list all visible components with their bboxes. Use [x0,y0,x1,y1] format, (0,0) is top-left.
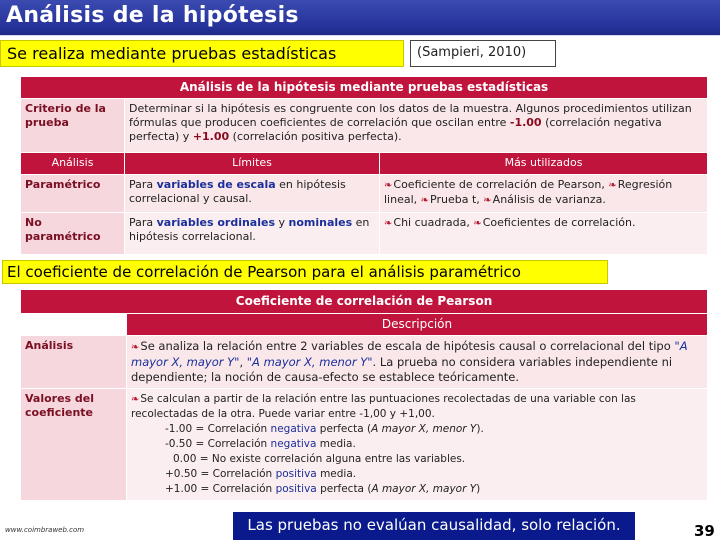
bullet-icon: ❧ [473,218,482,229]
col-header-most-used: Más utilizados [380,153,708,175]
source-citation: (Sampieri, 2010) [417,45,527,60]
row-label-nonparametric: No paramétrico [21,213,125,255]
used-item: Coeficientes de correlación. [482,216,636,229]
table-row [21,389,708,501]
values-intro: Se calculan a partir de la relación entre las puntuaciones recolectadas de una variable con las recolectadas de la otra. Puede variar entre -1,00 y +1,00. [131,393,636,420]
table-row [21,336,708,389]
criterion-text-3: (correlación positiva perfecta). [229,130,402,143]
used-item: Chi cuadrada, [393,216,470,229]
page-number: 39 [694,522,715,540]
limit-text: y [275,216,289,229]
criterion-text-1: Determinar si la hipótesis es congruente con los datos de la muestra. Algunos procedimientos utilizan fórmulas que producen coeficientes de correlación que oscilan entre [129,102,692,129]
table-row [21,213,708,255]
value-line: -0.50 = Correlación negativa media. [165,438,356,450]
bullet-icon: ❧ [131,394,140,405]
limits-parametric [125,175,380,213]
criterion-text [125,99,708,153]
hypothesis-analysis-table [20,76,708,255]
row-label-values: Valores del coeficiente [21,389,127,501]
criterion-pos: +1.00 [192,130,230,143]
analysis-sep: , [239,355,247,369]
used-item: Regresión lineal, [384,178,673,206]
bullet-icon: ❧ [131,342,140,353]
row-label-analysis: Análisis [21,336,127,389]
most-used-parametric [380,175,708,213]
slide-title: Análisis de la hipótesis [6,3,299,28]
table-row [21,175,708,213]
subtitle-box [0,40,404,67]
most-used-nonparametric [380,213,708,255]
used-item: Coeficiente de correlación de Pearson, [393,178,605,191]
value-line: -1.00 = Correlación negativa perfecta (A mayor X, menor Y). [165,423,484,435]
used-item: Análisis de varianza. [492,193,606,206]
limit-key: variables de escala [156,178,276,191]
bullet-icon: ❧ [420,195,430,206]
limit-text: en hipótesis correlacional. [129,216,370,243]
table2-title: Coeficiente de correlación de Pearson [21,290,708,314]
source-box [410,40,556,67]
col-header-limits: Límites [125,153,380,175]
limits-nonparametric [125,213,380,255]
limit-key: nominales [288,216,353,229]
blank-cell [21,314,127,336]
table1-title: Análisis de la hipótesis mediante pruebas estadísticas [21,77,708,99]
title-bar [0,0,720,36]
col-header-analysis: Análisis [21,153,125,175]
analysis-quote: "A mayor X, menor Y" [246,355,373,369]
footer-url: www.coimbraweb.com [5,526,85,534]
analysis-description [127,336,708,389]
limit-key: variables ordinales [156,216,275,229]
bullet-icon: ❧ [384,180,393,191]
used-item: Prueba t, [430,193,480,206]
limit-text: Para [129,178,157,191]
slide-subtitle: Se realiza mediante pruebas estadísticas [7,44,337,63]
footer-note-text: Las pruebas no evalúan causalidad, solo relación. [247,516,621,534]
criterion-neg: -1.00 [509,116,542,129]
criterion-text-2: (correlación negativa perfecta) y [129,116,662,143]
value-line: 0.00 = No existe correlación alguna entre las variables. [173,453,466,465]
pearson-banner [2,260,608,284]
value-line: +1.00 = Correlación positiva perfecta (A mayor X, mayor Y) [165,483,481,495]
bullet-icon: ❧ [483,195,492,206]
footer-note [233,512,635,540]
pearson-table [20,289,708,508]
bullet-icon: ❧ [608,180,617,191]
value-line: +0.50 = Correlación positiva media. [165,468,357,480]
bullet-icon: ❧ [384,218,393,229]
row-label-parametric: Paramétrico [21,175,125,213]
blank-cell [127,501,708,508]
limit-text: en hipótesis correlacional y causal. [129,178,346,205]
limit-text: Para [129,216,157,229]
analysis-text: . La prueba no considera variables independiente ni dependiente; la noción de causa-efecto se establece teóricamente. [131,355,673,384]
values-description [127,389,708,501]
analysis-quote: "A mayor X, mayor Y" [131,339,688,369]
blank-cell [21,501,127,508]
col-header-description: Descripción [127,314,708,336]
analysis-text: Se analiza la relación entre 2 variables de escala de hipótesis causal o correlacional del tipo [140,339,675,353]
criterion-label: Criterio de la prueba [21,99,125,153]
pearson-banner-text: El coeficiente de correlación de Pearson para el análisis paramétrico [7,263,521,281]
